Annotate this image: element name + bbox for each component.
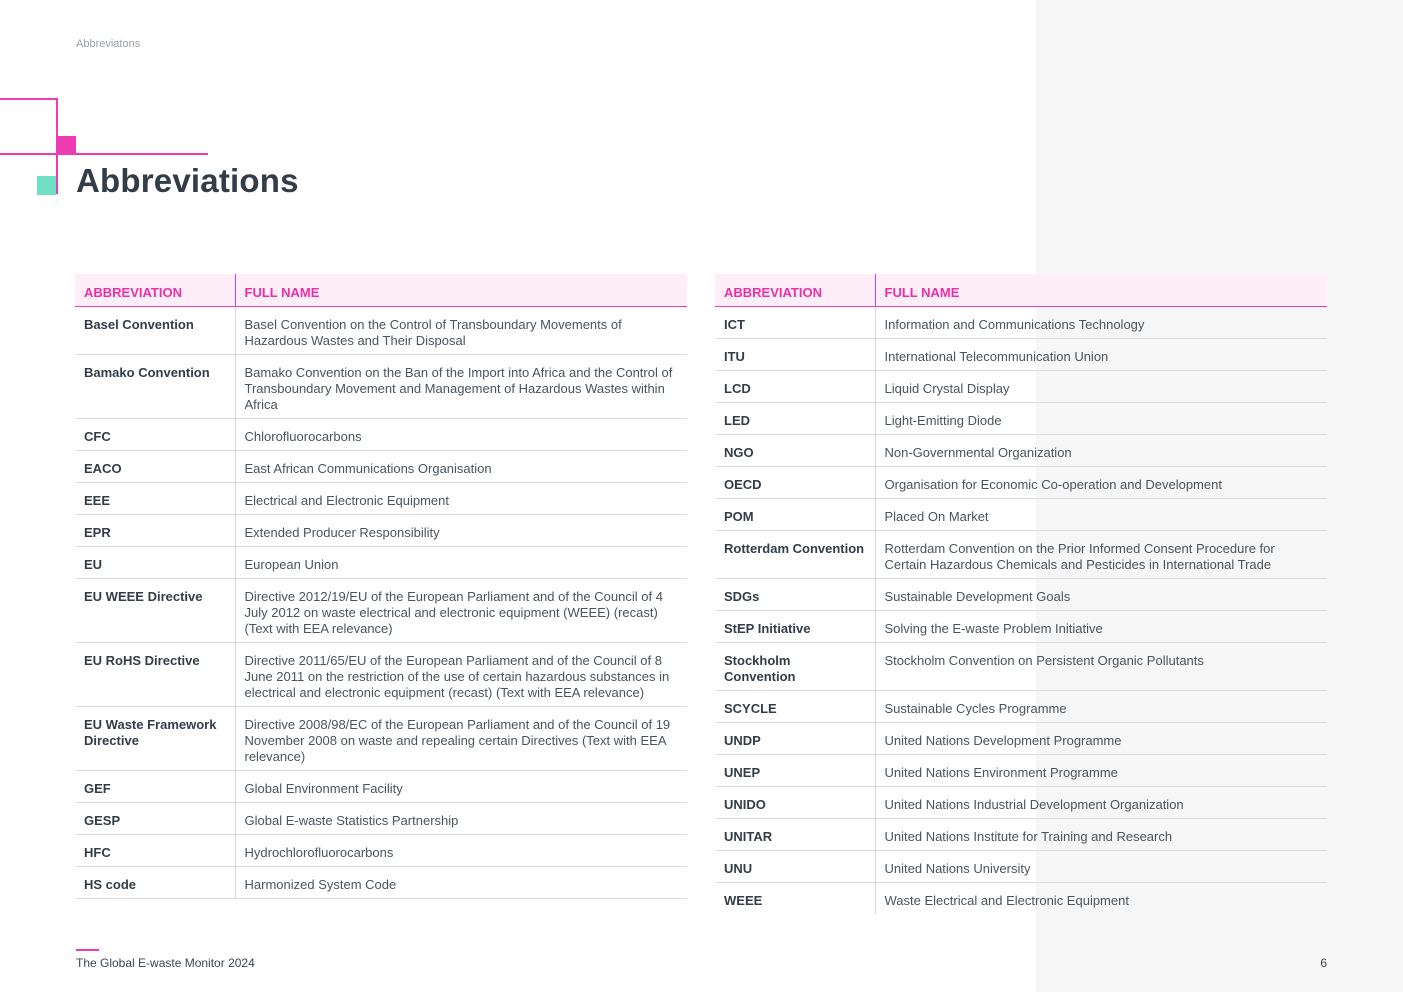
full-name-cell: Extended Producer Responsibility: [235, 514, 687, 546]
full-name-cell: Stockholm Convention on Persistent Organic Pollutants: [875, 642, 1327, 690]
table-header-row: [75, 274, 687, 306]
table-row: [715, 882, 1327, 914]
table-row: [75, 418, 687, 450]
table-body: [715, 306, 1327, 914]
table-row: [715, 690, 1327, 722]
abbreviation-cell: Stockholm Convention: [715, 642, 875, 690]
full-name-cell: United Nations Development Programme: [875, 722, 1327, 754]
table-row: [75, 642, 687, 706]
full-name-cell: Bamako Convention on the Ban of the Import into Africa and the Control of Transboundary Movement and Management of Hazardous Wastes within Africa: [235, 354, 687, 418]
table-row: [75, 578, 687, 642]
decorative-line: [0, 98, 57, 100]
abbreviation-cell: Rotterdam Convention: [715, 530, 875, 578]
table-header-row: [715, 274, 1327, 306]
abbreviation-cell: UNITAR: [715, 818, 875, 850]
abbreviation-cell: Bamako Convention: [75, 354, 235, 418]
table-row: [75, 546, 687, 578]
table-row: [715, 850, 1327, 882]
full-name-cell: Directive 2008/98/EC of the European Parliament and of the Council of 19 November 2008 on waste and repealing certain Directives (Text with EEA relevance): [235, 706, 687, 770]
table-row: [715, 434, 1327, 466]
abbreviation-cell: OECD: [715, 466, 875, 498]
full-name-cell: Basel Convention on the Control of Transboundary Movements of Hazardous Wastes and Their Disposal: [235, 306, 687, 354]
full-name-cell: Directive 2011/65/EU of the European Parliament and of the Council of 8 June 2011 on the restriction of the use of certain hazardous substances in electrical and electronic equipment (recast) (Text with EEA relevance): [235, 642, 687, 706]
abbreviation-cell: CFC: [75, 418, 235, 450]
abbreviation-cell: UNU: [715, 850, 875, 882]
abbreviation-cell: UNDP: [715, 722, 875, 754]
abbreviation-cell: SDGs: [715, 578, 875, 610]
table-row: [715, 722, 1327, 754]
abbreviation-cell: LCD: [715, 370, 875, 402]
table-row: [715, 578, 1327, 610]
full-name-cell: Placed On Market: [875, 498, 1327, 530]
table-row: [75, 802, 687, 834]
abbreviation-cell: UNEP: [715, 754, 875, 786]
column-header-full-name: FULL NAME: [235, 274, 687, 306]
full-name-cell: United Nations Industrial Development Organization: [875, 786, 1327, 818]
table-row: [715, 786, 1327, 818]
column-header-abbreviation: ABBREVIATION: [715, 274, 875, 306]
table-row: [75, 306, 687, 354]
abbreviation-cell: NGO: [715, 434, 875, 466]
abbreviation-cell: HFC: [75, 834, 235, 866]
abbreviation-cell: ITU: [715, 338, 875, 370]
abbreviation-cell: Basel Convention: [75, 306, 235, 354]
table-row: [715, 498, 1327, 530]
full-name-cell: Non-Governmental Organization: [875, 434, 1327, 466]
full-name-cell: Harmonized System Code: [235, 866, 687, 898]
full-name-cell: Liquid Crystal Display: [875, 370, 1327, 402]
table-row: [75, 482, 687, 514]
abbreviation-cell: GEF: [75, 770, 235, 802]
full-name-cell: Directive 2012/19/EU of the European Parliament and of the Council of 4 July 2012 on waste electrical and electronic equipment (WEEE) (recast) (Text with EEA relevance): [235, 578, 687, 642]
table-row: [715, 818, 1327, 850]
footer-accent-line: [76, 949, 99, 951]
decorative-square-mint: [37, 176, 56, 195]
table-row: [715, 610, 1327, 642]
decorative-square-pink: [57, 136, 76, 155]
full-name-cell: Global Environment Facility: [235, 770, 687, 802]
full-name-cell: Solving the E-waste Problem Initiative: [875, 610, 1327, 642]
table-row: [75, 514, 687, 546]
table-row: [715, 642, 1327, 690]
table-body: [75, 306, 687, 898]
abbreviation-cell: LED: [715, 402, 875, 434]
abbreviation-cell: EU: [75, 546, 235, 578]
abbreviation-cell: WEEE: [724, 892, 763, 908]
table-row: [715, 338, 1327, 370]
column-header-abbreviation: ABBREVIATION: [75, 274, 235, 306]
abbreviation-cell: EU WEEE Directive: [75, 578, 235, 642]
full-name-cell: Chlorofluorocarbons: [235, 418, 687, 450]
full-name-cell: Global E-waste Statistics Partnership: [235, 802, 687, 834]
table-row: [75, 866, 687, 898]
full-name-cell: Sustainable Cycles Programme: [875, 690, 1327, 722]
abbreviation-cell: ICT: [715, 306, 875, 338]
abbreviations-table-right: [715, 274, 1327, 914]
footer-publication-title: The Global E-waste Monitor 2024: [76, 956, 255, 970]
full-name-cell: United Nations Institute for Training and Research: [875, 818, 1327, 850]
full-name-cell: East African Communications Organisation: [235, 450, 687, 482]
full-name-cell: United Nations University: [875, 850, 1327, 882]
abbreviation-cell: EU RoHS Directive: [75, 642, 235, 706]
table-row: [715, 306, 1327, 338]
page-title: Abbreviations: [76, 162, 299, 199]
full-name-cell: European Union: [235, 546, 687, 578]
full-name-cell: International Telecommunication Union: [875, 338, 1327, 370]
table-row: [75, 834, 687, 866]
full-name-cell: Information and Communications Technology: [875, 306, 1327, 338]
full-name-cell: United Nations Environment Programme: [875, 754, 1327, 786]
table-row: [715, 754, 1327, 786]
page-number: 6: [1320, 956, 1327, 970]
abbreviation-cell: EPR: [75, 514, 235, 546]
abbreviation-cell: StEP Initiative: [715, 610, 875, 642]
table-row: [715, 370, 1327, 402]
abbreviation-cell: EACO: [75, 450, 235, 482]
full-name-cell: Organisation for Economic Co-operation and Development: [875, 466, 1327, 498]
abbreviation-cell: UNIDO: [715, 786, 875, 818]
abbreviation-cell: EU Waste Framework Directive: [75, 706, 235, 770]
full-name-cell: Rotterdam Convention on the Prior Informed Consent Procedure for Certain Hazardous Chemicals and Pesticides in International Trade: [875, 530, 1327, 578]
table-row: [75, 706, 687, 770]
table-row: [75, 450, 687, 482]
abbreviation-cell: EEE: [75, 482, 235, 514]
abbreviation-cell: SCYCLE: [715, 690, 875, 722]
running-header: Abbreviatons: [76, 38, 141, 50]
column-header-full-name: FULL NAME: [875, 274, 1327, 306]
full-name-cell: Sustainable Development Goals: [875, 578, 1327, 610]
abbreviation-cell: HS code: [75, 866, 235, 898]
full-name-cell: Electrical and Electronic Equipment: [235, 482, 687, 514]
table-row: [715, 466, 1327, 498]
full-name-cell: Hydrochlorofluorocarbons: [235, 834, 687, 866]
decorative-line: [0, 153, 208, 155]
abbreviation-cell: GESP: [75, 802, 235, 834]
table-row: [715, 402, 1327, 434]
table-row: [75, 770, 687, 802]
table-row: [715, 530, 1327, 578]
abbreviations-table-left: [75, 274, 687, 899]
full-name-cell: Light-Emitting Diode: [875, 402, 1327, 434]
full-name-cell: Waste Electrical and Electronic Equipment: [875, 882, 1327, 914]
abbreviation-cell: POM: [715, 498, 875, 530]
table-row: [75, 354, 687, 418]
